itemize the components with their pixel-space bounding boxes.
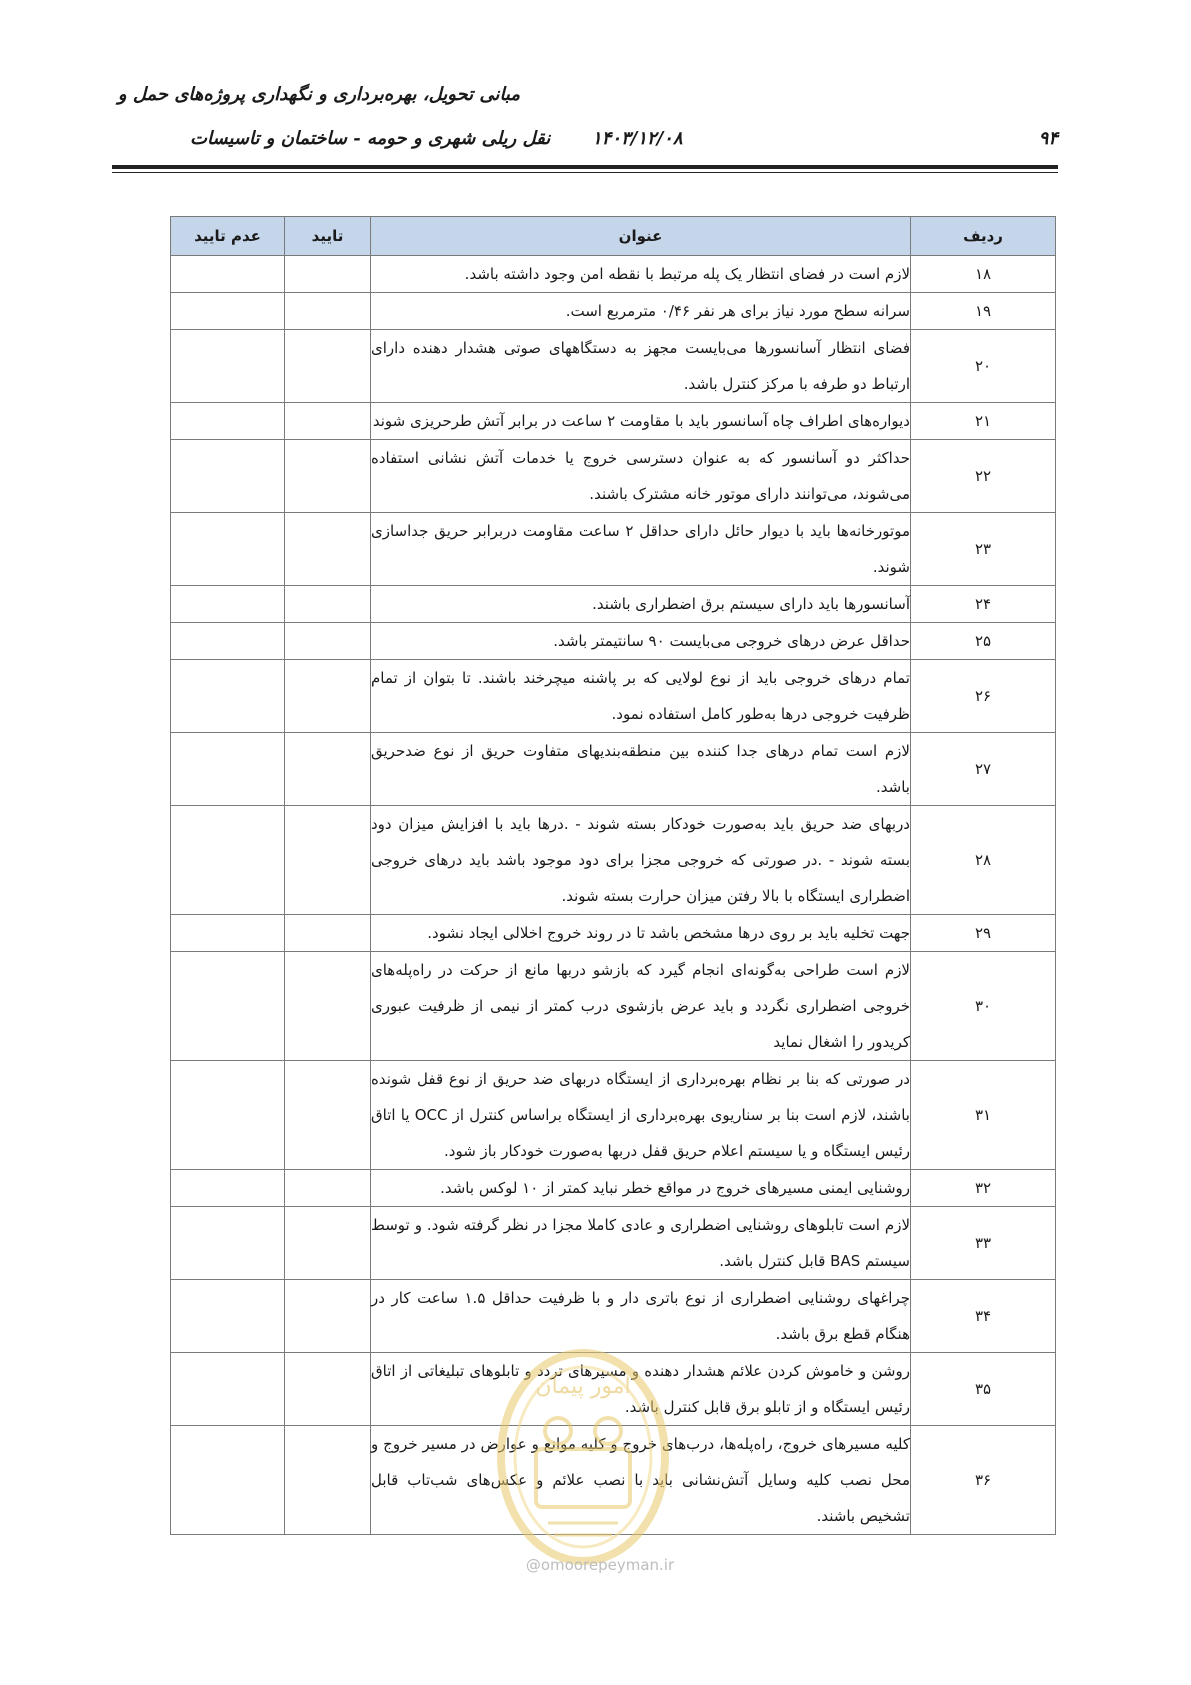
approve-cell[interactable] xyxy=(285,256,371,293)
row-title: در صورتی که بنا بر نظام بهره‌برداری از ایستگاه دربهای ضد حریق از نوع قفل شونده باشند، لازم است بنا بر سناریوی بهره‌برداری از ایستگاه براساس کنترل از OCC یا اتاق رئیس ایستگاه و یا سیستم اعلام حریق قفل دربها به‌صورت خودکار باز شود. xyxy=(371,1061,911,1170)
row-number: ۳۶ xyxy=(911,1426,1056,1535)
row-title: لازم است طراحی به‌گونه‌ای انجام گیرد که بازشو دربها مانع از حرکت در راه‌پله‌های خروجی اضطراری نگردد و باید عرض بازشوی درب کمتر از نیمی از ظرفیت عبوری کریدور را اشغال نماید xyxy=(371,952,911,1061)
row-title: حداکثر دو آسانسور که به عنوان دسترسی خروج یا خدمات آتش نشانی استفاده می‌شوند، می‌توانند دارای موتور خانه مشترک باشند. xyxy=(371,440,911,513)
document-date: ۱۴۰۳/۱۲/۰۸ xyxy=(592,128,683,149)
approve-cell[interactable] xyxy=(285,440,371,513)
reject-cell[interactable] xyxy=(171,660,285,733)
reject-cell[interactable] xyxy=(171,513,285,586)
row-number: ۲۲ xyxy=(911,440,1056,513)
row-title: روشن و خاموش کردن علائم هشدار دهنده و مسیرهای تردد و تابلوهای تبلیغاتی از اتاق رئیس ایستگاه و از تابلو برق قابل کنترل باشد. xyxy=(371,1353,911,1426)
reject-cell[interactable] xyxy=(171,806,285,915)
row-title: آسانسورها باید دارای سیستم برق اضطراری باشند. xyxy=(371,586,911,623)
table-row xyxy=(171,660,1056,733)
document-title-line1: مبانی تحویل، بهره‌برداری و نگهداری پروژه‌های حمل و xyxy=(117,84,520,105)
table-row xyxy=(171,806,1056,915)
approve-cell[interactable] xyxy=(285,733,371,806)
approve-cell[interactable] xyxy=(285,1280,371,1353)
reject-cell[interactable] xyxy=(171,256,285,293)
reject-cell[interactable] xyxy=(171,1170,285,1207)
approve-cell[interactable] xyxy=(285,403,371,440)
table-row xyxy=(171,1353,1056,1426)
reject-cell[interactable] xyxy=(171,1353,285,1426)
row-number: ۲۷ xyxy=(911,733,1056,806)
row-number: ۳۵ xyxy=(911,1353,1056,1426)
table-row xyxy=(171,403,1056,440)
approve-cell[interactable] xyxy=(285,1061,371,1170)
row-number: ۱۸ xyxy=(911,256,1056,293)
approve-cell[interactable] xyxy=(285,1170,371,1207)
table-row xyxy=(171,1061,1056,1170)
row-number: ۳۲ xyxy=(911,1170,1056,1207)
row-title: لازم است تابلوهای روشنایی اضطراری و عادی کاملا مجزا در نظر گرفته شود. و توسط سیستم BAS قابل کنترل باشد. xyxy=(371,1207,911,1280)
header-row xyxy=(112,128,1058,158)
approve-cell[interactable] xyxy=(285,513,371,586)
table-row xyxy=(171,293,1056,330)
row-number: ۲۵ xyxy=(911,623,1056,660)
approve-cell[interactable] xyxy=(285,660,371,733)
reject-cell[interactable] xyxy=(171,623,285,660)
approve-cell[interactable] xyxy=(285,915,371,952)
row-title: تمام درهای خروجی باید از نوع لولایی که بر پاشنه میچرخند باشند. تا بتوان از تمام ظرفیت خروجی درها به‌طور کامل استفاده نمود. xyxy=(371,660,911,733)
approve-cell[interactable] xyxy=(285,586,371,623)
reject-cell[interactable] xyxy=(171,952,285,1061)
table-row xyxy=(171,1170,1056,1207)
row-number: ۲۹ xyxy=(911,915,1056,952)
row-number: ۲۳ xyxy=(911,513,1056,586)
table-row xyxy=(171,586,1056,623)
row-title: فضای انتظار آسانسورها می‌بایست مجهز به دستگاههای صوتی هشدار دهنده دارای ارتباط دو طرفه با مرکز کنترل باشد. xyxy=(371,330,911,403)
row-number: ۳۰ xyxy=(911,952,1056,1061)
reject-cell[interactable] xyxy=(171,330,285,403)
row-title: کلیه مسیرهای خروج، راه‌پله‌ها، درب‌های خروج و کلیه موانع و عوارض در مسیر خروج و محل نصب کلیه وسایل آتش‌نشانی باید با نصب علائم و عکس‌های شب‌تاب قابل تشخیص باشند. xyxy=(371,1426,911,1535)
row-title: لازم است در فضای انتظار یک پله مرتبط با نقطه امن وجود داشته باشد. xyxy=(371,256,911,293)
row-number: ۱۹ xyxy=(911,293,1056,330)
watermark-url: @omoorepeyman.ir xyxy=(525,1556,675,1574)
reject-cell[interactable] xyxy=(171,1061,285,1170)
reject-cell[interactable] xyxy=(171,1207,285,1280)
approve-cell[interactable] xyxy=(285,1353,371,1426)
table-row xyxy=(171,256,1056,293)
row-number: ۲۶ xyxy=(911,660,1056,733)
row-number: ۲۸ xyxy=(911,806,1056,915)
table-row xyxy=(171,440,1056,513)
reject-cell[interactable] xyxy=(171,1280,285,1353)
row-title: دیواره‌های اطراف چاه آسانسور باید با مقاومت ۲ ساعت در برابر آتش طرحریزی شوند xyxy=(371,403,911,440)
reject-cell[interactable] xyxy=(171,1426,285,1535)
row-number: ۳۴ xyxy=(911,1280,1056,1353)
approve-cell[interactable] xyxy=(285,806,371,915)
reject-cell[interactable] xyxy=(171,403,285,440)
reject-cell[interactable] xyxy=(171,915,285,952)
approve-cell[interactable] xyxy=(285,330,371,403)
document-title-line2: نقل ریلی شهری و حومه - ساختمان و تاسیسات xyxy=(190,128,551,149)
row-number: ۲۱ xyxy=(911,403,1056,440)
svg-text:امور پیمان: امور پیمان xyxy=(535,1374,631,1399)
row-number: ۳۱ xyxy=(911,1061,1056,1170)
row-number: ۲۰ xyxy=(911,330,1056,403)
reject-cell[interactable] xyxy=(171,586,285,623)
header-rule-thick xyxy=(112,165,1058,169)
row-title: دربهای ضد حریق باید به‌صورت خودکار بسته شوند - .درها باید با افزایش میزان دود بسته شوند - .در صورتی که خروجی مجزا برای دود موجود باشد باید درهای خروجی اضطراری ایستگاه با بالا رفتن میزان حرارت بسته شوند. xyxy=(371,806,911,915)
approve-cell[interactable] xyxy=(285,1426,371,1535)
approve-cell[interactable] xyxy=(285,952,371,1061)
page-number: ۹۴ xyxy=(1038,128,1058,149)
table-row xyxy=(171,330,1056,403)
row-title: سرانه سطح مورد نیاز برای هر نفر ۰/۴۶ مترمربع است. xyxy=(371,293,911,330)
row-title: حداقل عرض درهای خروجی می‌بایست ۹۰ سانتیمتر باشد. xyxy=(371,623,911,660)
reject-cell[interactable] xyxy=(171,293,285,330)
table-row xyxy=(171,1426,1056,1535)
reject-cell[interactable] xyxy=(171,440,285,513)
row-title: جهت تخلیه باید بر روی درها مشخص باشد تا در روند خروج اخلالی ایجاد نشود. xyxy=(371,915,911,952)
column-header-reject: عدم تایید xyxy=(171,217,285,256)
table-row xyxy=(171,513,1056,586)
table-row xyxy=(171,952,1056,1061)
column-header-title: عنوان xyxy=(371,217,911,256)
table-row xyxy=(171,1280,1056,1353)
approve-cell[interactable] xyxy=(285,623,371,660)
table-row xyxy=(171,623,1056,660)
approve-cell[interactable] xyxy=(285,293,371,330)
table-row xyxy=(171,733,1056,806)
header-rule-thin xyxy=(112,172,1058,173)
table-body xyxy=(171,256,1056,1535)
table-row xyxy=(171,915,1056,952)
row-title: چراغهای روشنایی اضطراری از نوع باتری دار و با ظرفیت حداقل ۱.۵ ساعت کار در هنگام قطع برق باشد. xyxy=(371,1280,911,1353)
column-header-approve: تایید xyxy=(285,217,371,256)
row-title: لازم است تمام درهای جدا کننده بین منطقه‌بندیهای متفاوت حریق از نوع ضدحریق باشد. xyxy=(371,733,911,806)
approve-cell[interactable] xyxy=(285,1207,371,1280)
checklist-table xyxy=(170,216,1056,1535)
row-title: موتورخانه‌ها باید با دیوار حائل دارای حداقل ۲ ساعت مقاومت دربرابر حریق جداسازی شوند. xyxy=(371,513,911,586)
reject-cell[interactable] xyxy=(171,733,285,806)
table-header-row xyxy=(171,217,1056,256)
row-number: ۲۴ xyxy=(911,586,1056,623)
table-row xyxy=(171,1207,1056,1280)
row-number: ۳۳ xyxy=(911,1207,1056,1280)
row-title: روشنایی ایمنی مسیرهای خروج در مواقع خطر نباید کمتر از ۱۰ لوکس باشد. xyxy=(371,1170,911,1207)
column-header-row-number: ردیف xyxy=(911,217,1056,256)
